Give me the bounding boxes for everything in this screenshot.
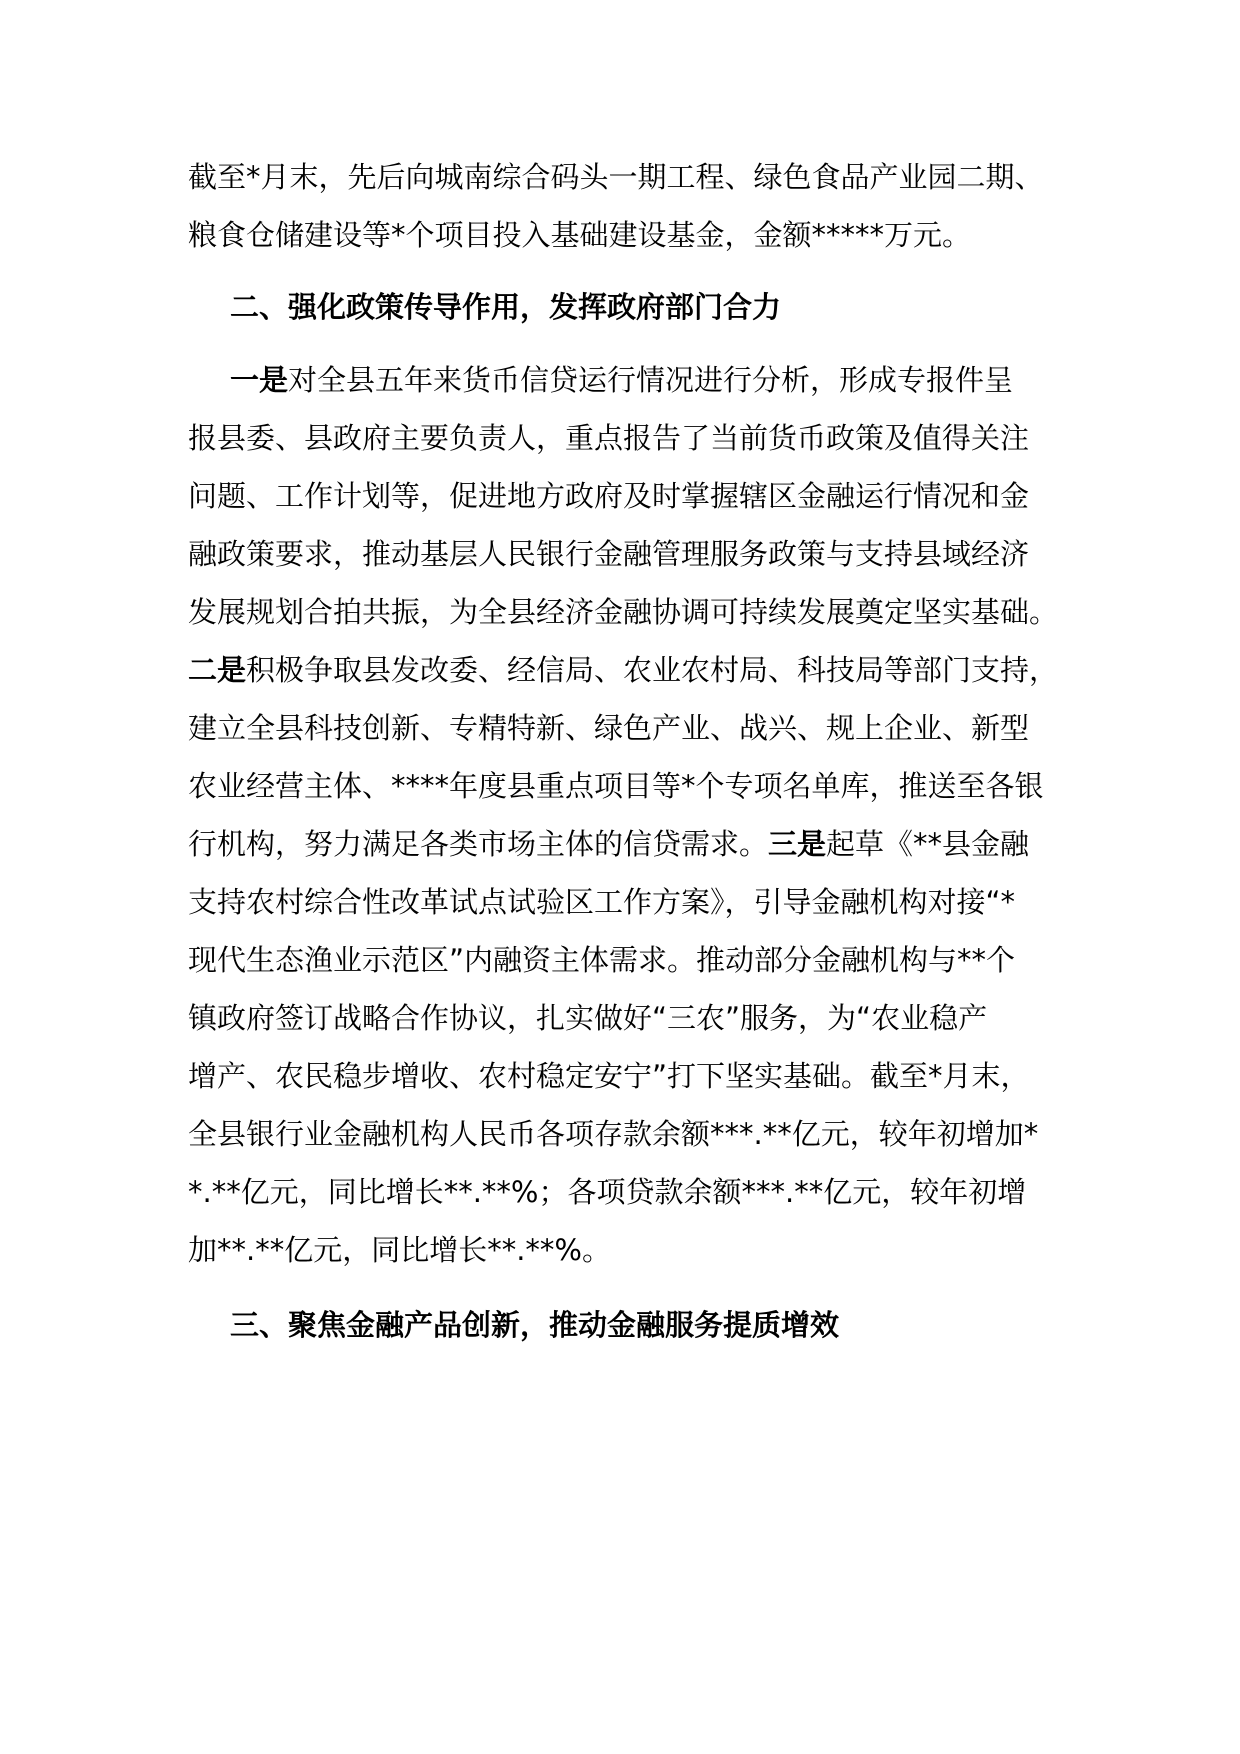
paragraph-line [188, 534, 1029, 574]
paragraph-text: 起草《**县金融 [826, 827, 1030, 861]
paragraph-line [230, 360, 1013, 400]
intro-line-1: 截至*月末，先后向城南综合码头一期工程、绿色食品产业园二期、 [188, 160, 1044, 194]
paragraph-text: 融政策要求，推动基层人民银行金融管理服务政策与支持县域经济 [188, 537, 1030, 571]
paragraph-text: 支持农村综合性改革试点试验区工作方案》，引导金融机构对接“* [188, 885, 1016, 919]
paragraph-line [188, 1056, 1030, 1096]
section-2-heading: 二、强化政策传导作用，发挥政府部门合力 [230, 290, 782, 324]
paragraph-text: 农业经营主体、****年度县重点项目等*个专项名单库，推送至各银 [188, 769, 1044, 803]
paragraph-line [188, 940, 1015, 980]
paragraph-line [188, 766, 1044, 806]
paragraph-text: 增产、农民稳步增收、农村稳定安宁”打下坚实基础。截至*月末， [188, 1059, 1030, 1093]
lead-marker: 一是 [230, 363, 289, 397]
paragraph-text: 报县委、县政府主要负责人，重点报告了当前货币政策及值得关注 [188, 421, 1030, 455]
paragraph-line [188, 650, 1058, 690]
lead-marker: 二是 [188, 653, 247, 687]
paragraph-text: *.**亿元，同比增长**.**%；各项贷款余额***.**亿元，较年初增 [188, 1175, 1027, 1209]
paragraph-line [188, 476, 1029, 516]
paragraph-line [188, 592, 1058, 632]
paragraph-text: 行机构，努力满足各类市场主体的信贷需求。 [188, 827, 769, 861]
paragraph-line [188, 1114, 1038, 1154]
paragraph-text: 加**.**亿元，同比增长**.**%。 [188, 1233, 611, 1267]
paragraph-line [188, 1172, 1026, 1212]
paragraph-text: 积极争取县发改委、经信局、农业农村局、科技局等部门支持， [246, 653, 1059, 687]
paragraph-line [188, 882, 1015, 922]
paragraph-text: 问题、工作计划等，促进地方政府及时掌握辖区金融运行情况和金 [188, 479, 1030, 513]
paragraph-text: 全县银行业金融机构人民币各项存款余额***.**亿元，较年初增加* [188, 1117, 1039, 1151]
paragraph-line [188, 1230, 611, 1270]
paragraph-line [188, 708, 1029, 748]
paragraph-text: 镇政府签订战略合作协议，扎实做好“三农”服务，为“农业稳产 [188, 1001, 988, 1035]
paragraph-text: 现代生态渔业示范区”内融资主体需求。推动部分金融机构与**个 [188, 943, 1016, 977]
paragraph-line [188, 418, 1029, 458]
section-3-heading: 三、聚焦金融产品创新，推动金融服务提质增效 [230, 1308, 840, 1342]
intro-line-2: 粮食仓储建设等*个项目投入基础建设基金，金额*****万元。 [188, 218, 972, 252]
paragraph-line [188, 998, 987, 1038]
paragraph-line [188, 824, 1029, 864]
paragraph-text: 建立全县科技创新、专精特新、绿色产业、战兴、规上企业、新型 [188, 711, 1030, 745]
paragraph-text: 发展规划合拍共振，为全县经济金融协调可持续发展奠定坚实基础。 [188, 595, 1059, 629]
lead-marker: 三是 [768, 827, 827, 861]
paragraph-text: 对全县五年来货币信贷运行情况进行分析，形成专报件呈 [288, 363, 1014, 397]
